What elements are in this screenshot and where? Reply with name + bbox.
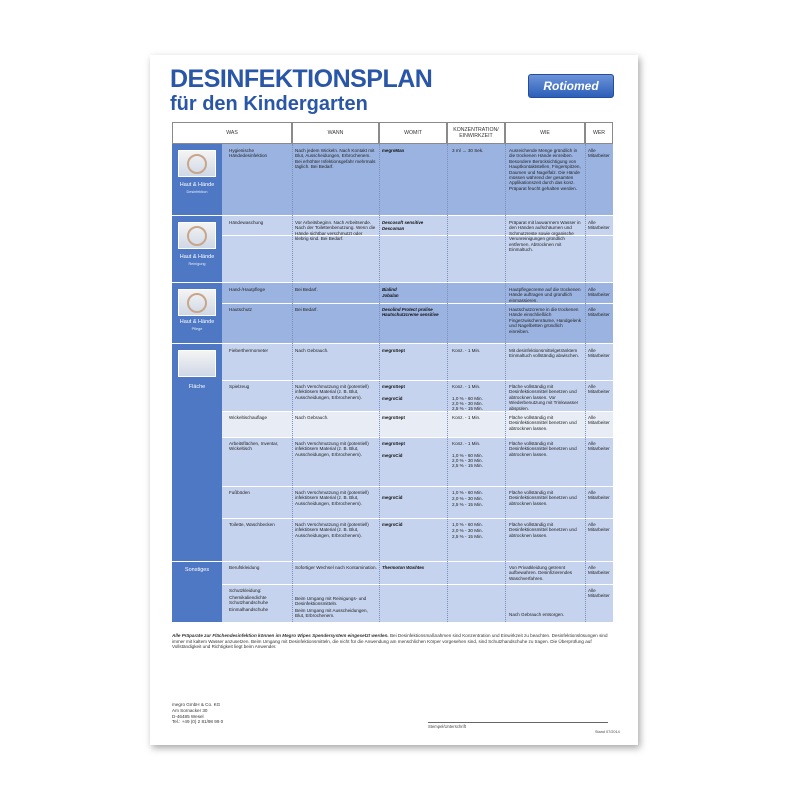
row-concentration: 2,0 % - 30 Min.: [452, 458, 483, 463]
header-wie: WIE: [505, 122, 585, 144]
row-who: Alle Mitarbeiter: [588, 441, 610, 452]
category-cell: [172, 562, 222, 622]
header-konzentration: KONZENTRATION/ EINWIRKZEIT: [447, 122, 505, 144]
row-product: Desolind Protect proline Hautschutzcreme sensitive: [382, 307, 439, 318]
row-who: Alle Mitarbeiter: [588, 148, 610, 159]
row-product: megroCid: [382, 453, 403, 458]
row-who: Alle Mitarbeiter: [588, 565, 610, 576]
row-what: Fußböden: [229, 490, 250, 495]
header-wann: WANN: [292, 122, 379, 144]
row-when: Nach Verschmutzung mit (potentiell) infektiösem Material (z. B. Blut, Ausscheidungen, Erbrochenem).: [295, 490, 369, 506]
row-what: Hygienische Händedesinfektion: [229, 148, 268, 159]
row-who: Alle Mitarbeiter: [588, 588, 610, 599]
row-how: Fläche vollständig mit Desinfektionsmittel benetzen und abtrocknen lassen.: [509, 522, 577, 538]
row-product: Bialind: [382, 287, 397, 292]
row-concentration: Konz. - 1 Min.: [452, 384, 481, 389]
row-when: Vor Arbeitsbeginn. Nach Arbeitsende. Nach der Toilettenbenutzung. Wenn die Hände sichtbar verschmutzt oder klebrig sind. Bei Bedarf.: [295, 220, 376, 242]
row-what: Schutzkleidung:: [229, 588, 262, 593]
surface-image: [178, 350, 216, 377]
row-concentration: 2,0 % - 30 Min.: [452, 528, 483, 533]
row-how: Ausreichende Menge gründlich in die trockenen Hände einreiben. Besondere Berücksichtigung von Hauptkontaktstellen, Fingerspitzen, Daumen und Nagelfalz. Die Hände müssen während der gesamten Applikationszeit durch das konz. Präparat feucht gehalten werden.: [509, 148, 581, 191]
row-product: megroSept: [382, 441, 405, 446]
category-label: Haut & Hände Pflege: [179, 319, 215, 331]
row-product: megroSept: [382, 348, 405, 353]
hand-icon: [187, 293, 207, 313]
row-when: Beim Umgang mit Ausscheidungen, Blut, Erbrochenem.: [295, 608, 368, 619]
row-what: Wickeltischauflage: [229, 415, 268, 420]
row-what: Hautschutz: [229, 307, 252, 312]
signature-label: Stempel/Unterschrift: [428, 724, 466, 729]
signature-line: [428, 722, 608, 723]
row-concentration: 1,0 % - 60 Min.: [452, 490, 483, 495]
row-concentration: 3 ml → 30 Sek.: [452, 148, 484, 153]
category-label: Haut & Hände Reinigung: [179, 254, 215, 266]
row-how: Fläche vollständig mit Desinfektionsmittel benetzen und abtrocknen lassen. Vor Wiederbenutzung mit Trinkwasser abspülen.: [509, 384, 579, 411]
row-product: megroCid: [382, 495, 403, 500]
row-when: Nach Verschmutzung mit (potentiell) infektiösem Material (z. B. Blut, Ausscheidungen, Erbrochenem).: [295, 384, 369, 400]
row-product: megroSept: [382, 384, 405, 389]
row-concentration: Konz. - 1 Min.: [452, 415, 481, 420]
row-what: Spielzeug: [229, 384, 250, 389]
footnote: Alle Präparate zur Flächendesinfektion können im Megro Wipes Spendersystem eingesetzt werden. Bei Desinfektionsmaßnahmen sind Konzentration und Einwirkzeit zu beachten. Desinfektionslösungen sind immer mit kaltem Wasser anzusetzen. Beim Umgang mit Desinfektionsmitteln, die nicht für die Anwendung am menschlichen Körper vorgesehen sind, sind Schutzhandschuhe zu tragen. Die Überprüfung auf Vollständigkeit und Richtigkeit liegt beim Anwender.: [172, 633, 608, 650]
row-when: Nach jedem Wickeln. Nach Kontakt mit Blut, Ausscheidungen, Erbrochenem. Bei erhöhter Infektionsgefahr mehrmals täglich. Bei Bedarf.: [295, 148, 376, 170]
row-how: Mit desinfektionsmittelgetränktem Einmaltuch vollständig abwischen.: [509, 348, 579, 359]
row-concentration: Konz. - 1 Min.: [452, 441, 481, 446]
poster-page: [150, 55, 638, 745]
row-concentration: 1,0 % - 60 Min.: [452, 396, 483, 401]
hand-icon: [187, 154, 207, 174]
row-who: Alle Mitarbeiter: [588, 384, 610, 395]
header-womit: WOMIT: [379, 122, 447, 144]
page-subtitle: für den Kindergarten: [170, 93, 368, 115]
row-when: Beim Umgang mit Reinigungs- und Desinfektionsmitteln.: [295, 596, 367, 607]
page-title: DESINFEKTIONSPLAN: [170, 65, 433, 93]
row-when: Sofortiger Wechsel nach Kontamination.: [295, 565, 377, 570]
row-who: Alle Mitarbeiter: [588, 348, 610, 359]
row-concentration: 2,5 % - 15 Min.: [452, 502, 483, 507]
row-who: Alle Mitarbeiter: [588, 522, 610, 533]
category-label: Haut & Hände Desinfektion: [179, 182, 215, 194]
row-product: Thermoton Washtex: [382, 565, 425, 570]
row-concentration: 2,0 % - 30 Min.: [452, 401, 483, 406]
company-address: megro GmbH & Co. KG Am Sornacker 30 D-46485 Wesel Tel.: +49 (0) 2 81/98 99 0: [172, 702, 224, 725]
row-concentration: 1,0 % - 60 Min.: [452, 522, 483, 527]
row-what: Einmalhandschuhe: [229, 607, 269, 612]
row-concentration: 2,0 % - 30 Min.: [452, 496, 483, 501]
hand-care-image: [178, 289, 216, 316]
row-concentration: 2,5 % - 15 Min.: [452, 406, 483, 411]
row-when: Nach Gebrauch.: [295, 348, 329, 353]
row-when: Nach Gebrauch.: [295, 415, 329, 420]
row-what: Fieberthermometer: [229, 348, 269, 353]
row-product: Descoman: [382, 226, 405, 231]
row-when: Bei Bedarf.: [295, 287, 318, 292]
category-cell: [172, 216, 222, 282]
row-how: Fläche vollständig mit Desinfektionsmittel benetzen und abtrocknen lassen.: [509, 415, 577, 431]
row-concentration: Konz. - 1 Min.: [452, 348, 481, 353]
row-product: megroSept: [382, 415, 405, 420]
disinfection-table: [172, 122, 613, 622]
row-concentration: 1,0 % - 60 Min.: [452, 453, 483, 458]
row-what: Arbeitsflächen, Inventar, Wickeltisch: [229, 441, 279, 452]
row-what: Händewaschung: [229, 220, 264, 225]
brand-logo: Rotiomed: [528, 74, 614, 98]
revision-stamp: Stand 07/2014: [595, 730, 620, 734]
row-how: Hautpflegecreme auf die trockenen Hände auftragen und gründlich einmassieren.: [509, 287, 581, 303]
row-product: megroCid: [382, 396, 403, 401]
row-how: Präparat mit lauwarmem Wasser in den Händen aufschäumen und Schmutzreste sowie organische Verunreinigungen gründlich entfernen. Abtrocknen mit Einmaltuch.: [509, 220, 581, 253]
row-how: Hautschutzcreme in die trockenen Hände einschließlich Fingerzwischenräume, Handgelenk und Nagelbetten gründlich einreiben.: [509, 307, 582, 334]
row-who: Alle Mitarbeiter: [588, 220, 610, 231]
row-how: Nach Gebrauch entsorgen.: [509, 612, 565, 617]
hand-washing-image: [178, 222, 216, 249]
row-product: megroCid: [382, 522, 403, 527]
row-what: Chemikaliendichte Schutzhandschuhe: [229, 595, 269, 606]
row-how: Fläche vollständig mit Desinfektionsmittel benetzen und abtrocknen lassen.: [509, 490, 577, 506]
row-what: Berufskleidung: [229, 565, 260, 570]
row-how: Von Privatkleidung getrennt aufbewahren. Desinfizierendes Waschverfahren.: [509, 565, 573, 581]
row-when: Nach Verschmutzung mit (potentiell) infektiösem Material (z. B. Blut, Ausscheidungen, Erbrochenem).: [295, 441, 369, 457]
category-label: Sonstiges: [184, 567, 210, 573]
row-when: Nach Verschmutzung mit (potentiell) infektiösem Material (z. B. Blut, Ausscheidungen, Erbrochenem).: [295, 522, 369, 538]
row-product: Jobalan: [382, 293, 399, 298]
row-product: megroMan: [382, 148, 405, 153]
hand-icon: [187, 226, 207, 246]
row-what: Toilette, Waschbecken: [229, 522, 275, 527]
header-was: WAS: [172, 122, 292, 144]
row-who: Alle Mitarbeiter: [588, 307, 610, 318]
row-what: Hand-/Hautpflege: [229, 287, 266, 292]
row-how: Fläche vollständig mit Desinfektionsmittel benetzen und abtrocknen lassen.: [509, 441, 577, 457]
category-label: Fläche: [188, 384, 206, 390]
header-wer: WER: [585, 122, 613, 144]
category-cell: [172, 144, 222, 215]
category-cell: [172, 344, 222, 561]
row-who: Alle Mitarbeiter: [588, 287, 610, 298]
row-who: Alle Mitarbeiter: [588, 415, 610, 426]
hand-disinfection-image: [178, 150, 216, 177]
row-product: Descosoft sensitive: [382, 220, 424, 225]
category-cell: [172, 283, 222, 343]
row-concentration: 2,5 % - 15 Min.: [452, 534, 483, 539]
row-who: Alle Mitarbeiter: [588, 490, 610, 501]
row-concentration: 2,5 % - 15 Min.: [452, 463, 483, 468]
row-when: Bei Bedarf.: [295, 307, 318, 312]
